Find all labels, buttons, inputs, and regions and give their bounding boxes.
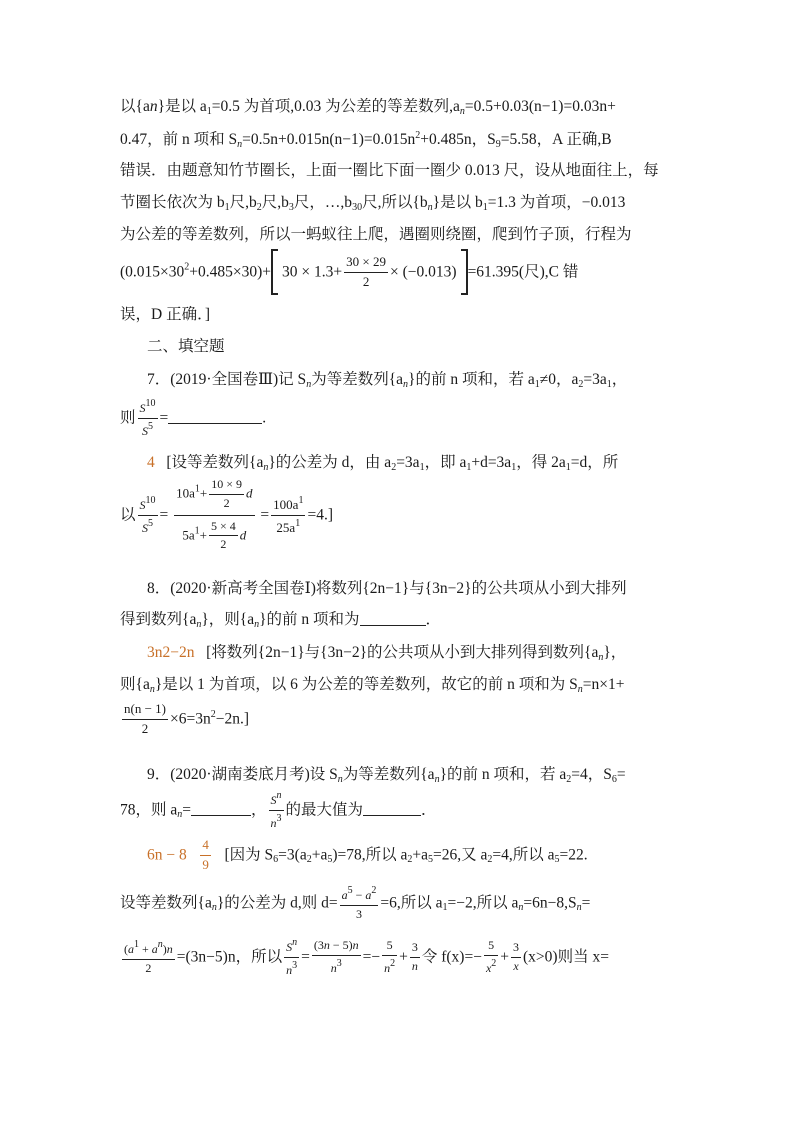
fraction: $\frac{30 \times 29}{2}$ — [346, 253, 386, 289]
fraction: $\frac{100a^1}{25a^1}$ — [273, 494, 304, 535]
fraction: $\frac{3}{x}$ — [513, 940, 520, 973]
q7-question-line-2: 则 $\frac{S^{10}}{S^5}$ = . — [120, 398, 267, 438]
q8-answer: 3n2−2n — [147, 644, 195, 661]
q9-answer-2: $\frac{4}{9}$ — [202, 837, 209, 872]
fraction: $\frac{a^5 - a^2}{3}$ — [341, 885, 377, 921]
answer-blank[interactable] — [360, 612, 426, 626]
q9-solution-line-3: $\frac{(a^1 + a^n)n}{2}$ =(3n−5)n，所以 $\frac{S^n}{n^3}$ = $\frac{(3n - 5)n}{n^3}$ =− $\frac{5}{n^2}$ + $\frac{3}{n}$ 令 f(x)=− $\frac{5}{x^2}$ + $\frac{3}{x}$ (x>0)则当 x= — [124, 937, 609, 977]
solution-line-3: 错误．由题意知竹节圈长，上面一圈比下面一圈少 0.013 尺，设从地面往上，每 — [120, 162, 659, 179]
solution-line-6: $(0.015\times 30^2+0.485\times 30)+ 30 \times 1.3+$ $\frac{30 \times 29}{2}$ × (−0.013) =61.395(尺),C 错 — [120, 249, 578, 295]
compound-fraction: $10a^1+$ $\frac{10 \times 9}{2}$ d $5a^1+$ $\frac{5 \times 4}{2}$ d — [176, 477, 253, 552]
fraction: $\frac{S^n}{n^3}$ — [286, 937, 298, 977]
solution-line-5: 为公差的等差数列，所以一蚂蚁往上爬，遇圈则绕圈，爬到竹子顶，行程为 — [120, 226, 632, 243]
q9-solution-line-2: 设等差数列$\{a_n\}$的公差为 d,则 d= $\frac{a^5 - a^2}{3}$ =6,所以 $a_1=-2$,所以 $a_n=6n-8,S_n=$ — [120, 885, 591, 921]
solution-line-7: 误，D 正确．] — [120, 306, 210, 323]
q7-question-line-1: 7．(2019·全国卷Ⅲ)记 $S_n$为等差数列$\{a_n\}$的前 n 项和，若 $a_1\ne 0$，$a_2=3a_1$， — [147, 371, 628, 390]
q9-solution-line-1: 6n − 8 $\frac{4}{9}$ [因为 $S_6=3(a_2+a_5)=78$,所以 $a_2+a_5=26$,又 $a_2=4$,所以 $a_5=22$. — [147, 837, 588, 872]
fraction: $\frac{(3n - 5)n}{n^3}$ — [313, 938, 359, 975]
q8-solution-line-3: $\frac{n(n - 1)}{2}$ $\times 6=3n^2-2n$.] — [124, 701, 250, 736]
q7-answer: 4 — [147, 454, 155, 471]
answer-blank[interactable] — [191, 802, 251, 816]
q8-question-line-1: 8．(2020·新高考全国卷Ⅰ)将数列{2n−1}与{3n−2}的公共项从小到大排列 — [147, 580, 627, 597]
answer-blank[interactable] — [168, 410, 262, 424]
q9-answer-1: 6n − 8 — [147, 846, 187, 864]
q7-solution-line-2: 以 $\frac{S^{10}}{S^5}$ = $10a^1+$ $\frac{10 \times 9}{2}$ d $5a^1+$ $\frac{5 \times 4}{2}$ d = $\frac{100a^1}{25a^1}$ =4.] — [120, 477, 333, 552]
solution-line-1: 以{an}是以 $a_1=0.5$ 为首项,0.03 为公差的等差数列$,a_n=0.5+0.03(n-1)=0.03n+$ — [120, 98, 616, 117]
q8-question-line-2: 得到数列$\{a_n\}$，则$\{a_n\}$的前 n 项和为 ． — [120, 611, 442, 630]
fraction: $\frac{3}{n}$ — [411, 940, 418, 973]
fraction: $\frac{5}{x^2}$ — [485, 938, 497, 975]
fraction: $\frac{5}{n^2}$ — [384, 938, 396, 975]
q7-solution-line-1: 4 [设等差数列$\{a_n\}$的公差为 d，由 $a_2=3a_1$，即 $a_1+d=3a_1$，得 $2a_1=d$，所 — [147, 454, 619, 473]
section-heading: 二、填空题 — [147, 338, 225, 355]
q9-question-line-2: 78，则 $a_n=$ ， $\frac{S^n}{n^3}$ 的最大值为 ． — [120, 790, 437, 830]
q8-solution-line-2: 则$\{a_n\}$是以 1 为首项，以 6 为公差的等差数列，故它的前 n 项和为 $S_n=n\times 1+$ — [120, 676, 625, 695]
fraction: $\frac{(a^1 + a^n)n}{2}$ — [124, 939, 173, 975]
solution-line-2: 0.47，前 n 项和 $S_n=0.5n+0.015n(n-1)=0.015n^2+0.485n$，$S_9=5.58$，A 正确,B — [120, 130, 612, 150]
fraction: $\frac{n(n - 1)}{2}$ — [124, 701, 166, 736]
solution-line-4: 节圈长依次为 $b_1$尺$,b_2$尺$,b_3$尺，$\dots,b_{30}$尺,所以$\{b_n\}$是以 $b_1=1.3$ 为首项，−0.013 — [120, 194, 626, 213]
q8-solution-line-1: 3n2−2n [将数列{2n−1}与{3n−2}的公共项从小到大排列得到数列$\{a_n\}$， — [147, 644, 627, 663]
fraction: $\frac{S^{10}}{S^5}$ — [139, 398, 156, 438]
fraction: $\frac{S^n}{n^3}$ — [270, 790, 282, 830]
answer-blank[interactable] — [363, 802, 421, 816]
left-bracket — [271, 249, 278, 295]
right-bracket — [461, 249, 468, 295]
fraction: $\frac{S^{10}}{S^5}$ — [139, 494, 156, 535]
q9-question-line-1: 9．(2020·湖南娄底月考)设 $S_n$为等差数列$\{a_n\}$的前 n 项和，若 $a_2=4$，$S_6=$ — [147, 766, 626, 785]
